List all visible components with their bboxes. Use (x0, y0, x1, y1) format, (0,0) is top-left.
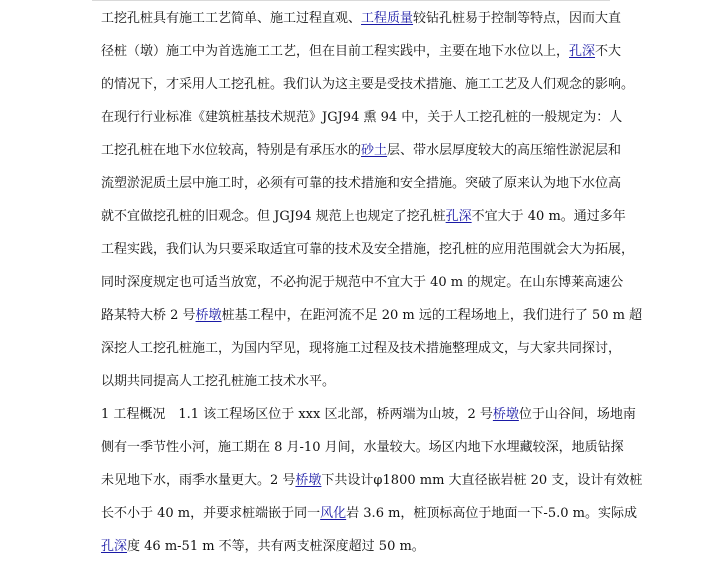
text-run: 层、带水层厚度较大的高压缩性淤泥层和 (387, 143, 622, 158)
text-line (101, 40, 622, 73)
text-line (101, 172, 622, 205)
text-line (101, 403, 636, 436)
text-run: 较钻孔桩易于控制等特点，因而大直 (413, 11, 622, 26)
text-run: 径桩（墩）施工中为首选施工工艺，但在目前工程实践中，主要在地下水位以上， (101, 44, 570, 59)
text-line (101, 337, 622, 370)
text-run: 长不小于 40 m，并要求桩端嵌于同一 (101, 506, 321, 521)
keyword-link[interactable]: 孔深 (101, 539, 128, 554)
text-run: 流塑淤泥质土层中施工时，必须有可靠的技术措施和安全措施。突破了原来认为地下水位高 (101, 176, 622, 191)
keyword-link[interactable]: 工程质量 (361, 11, 414, 26)
text-run: 在现行行业标准《建筑桩基技术规范》JGJ94 熏 94 中，关于人工挖孔桩的一般规定为：人 (101, 110, 623, 125)
text-run: 不宜大于 40 m。通过多年 (471, 209, 626, 224)
text-run: 位于山谷间，场地南 (518, 407, 636, 422)
text-line (101, 436, 624, 469)
text-run: 侧有一季节性小河，施工期在 8 月-10 月间，水量较大。场区内地下水埋藏较深，地质钻探 (101, 440, 624, 455)
text-run: 岩 3.6 m，桩顶标高位于地面一下-5.0 m。实际成 (346, 506, 637, 521)
text-line (101, 139, 622, 172)
text-run: 的情况下，才采用人工挖孔桩。我们认为这主要是受技术措施、施工工艺及人们观念的影响。 (101, 77, 635, 92)
keyword-link[interactable]: 孔深 (569, 44, 596, 59)
text-line (101, 238, 635, 271)
text-run: 度 46 m-51 m 不等，共有两支桩深度超过 50 m。 (127, 539, 425, 554)
text-run: 以期共同提高人工挖孔桩施工技术水平。 (101, 374, 336, 389)
text-run: 路某特大桥 2 号 (101, 308, 196, 323)
text-line (101, 304, 643, 337)
text-run: 就不宜做挖孔桩的旧观念。但 JGJ94 规范上也规定了挖孔桩 (101, 209, 446, 224)
text-run: 下共设计φ1800 mm 大直径嵌岩桩 20 支，设计有效桩 (321, 473, 643, 488)
keyword-link[interactable]: 桥墩 (195, 308, 222, 323)
text-run: 工挖孔桩具有施工工艺简单、施工过程直观、 (101, 11, 362, 26)
keyword-link[interactable]: 桥墩 (492, 407, 519, 422)
text-line (101, 271, 624, 304)
text-run: 同时深度规定也可适当放宽，不必拘泥于规范中不宜大于 40 m 的规定。在山东博莱高速公 (101, 275, 624, 290)
text-run: 不大 (595, 44, 622, 59)
text-line (101, 73, 635, 106)
text-line (101, 370, 603, 403)
text-line (101, 469, 643, 502)
text-line (101, 535, 603, 568)
keyword-link[interactable]: 砂土 (361, 143, 388, 158)
text-run: 1 工程概况 1.1 该工程场区位于 xxx 区北部，桥两端为山坡，2 号 (101, 407, 493, 422)
text-run: 深挖人工挖孔桩施工，为国内罕见，现将施工过程及技术措施整理成文，与大家共同探讨， (101, 341, 622, 356)
document-body (101, 7, 643, 568)
text-run: 桩基工程中，在距河流不足 20 m 远的工程场地上，我们进行了 50 m 超 (221, 308, 643, 323)
text-line (101, 205, 626, 238)
page-top-edge (92, 0, 610, 1)
keyword-link[interactable]: 桥墩 (295, 473, 322, 488)
keyword-link[interactable]: 孔深 (445, 209, 472, 224)
text-line (101, 502, 637, 535)
text-run: 未见地下水，雨季水量更大。2 号 (101, 473, 296, 488)
text-line (101, 106, 623, 139)
keyword-link[interactable]: 风化 (320, 506, 347, 521)
text-run: 工挖孔桩在地下水位较高，特别是有承压水的 (101, 143, 362, 158)
text-line (101, 7, 622, 40)
text-run: 工程实践，我们认为只要采取适宜可靠的技术及安全措施，挖孔桩的应用范围就会大为拓展， (101, 242, 635, 257)
